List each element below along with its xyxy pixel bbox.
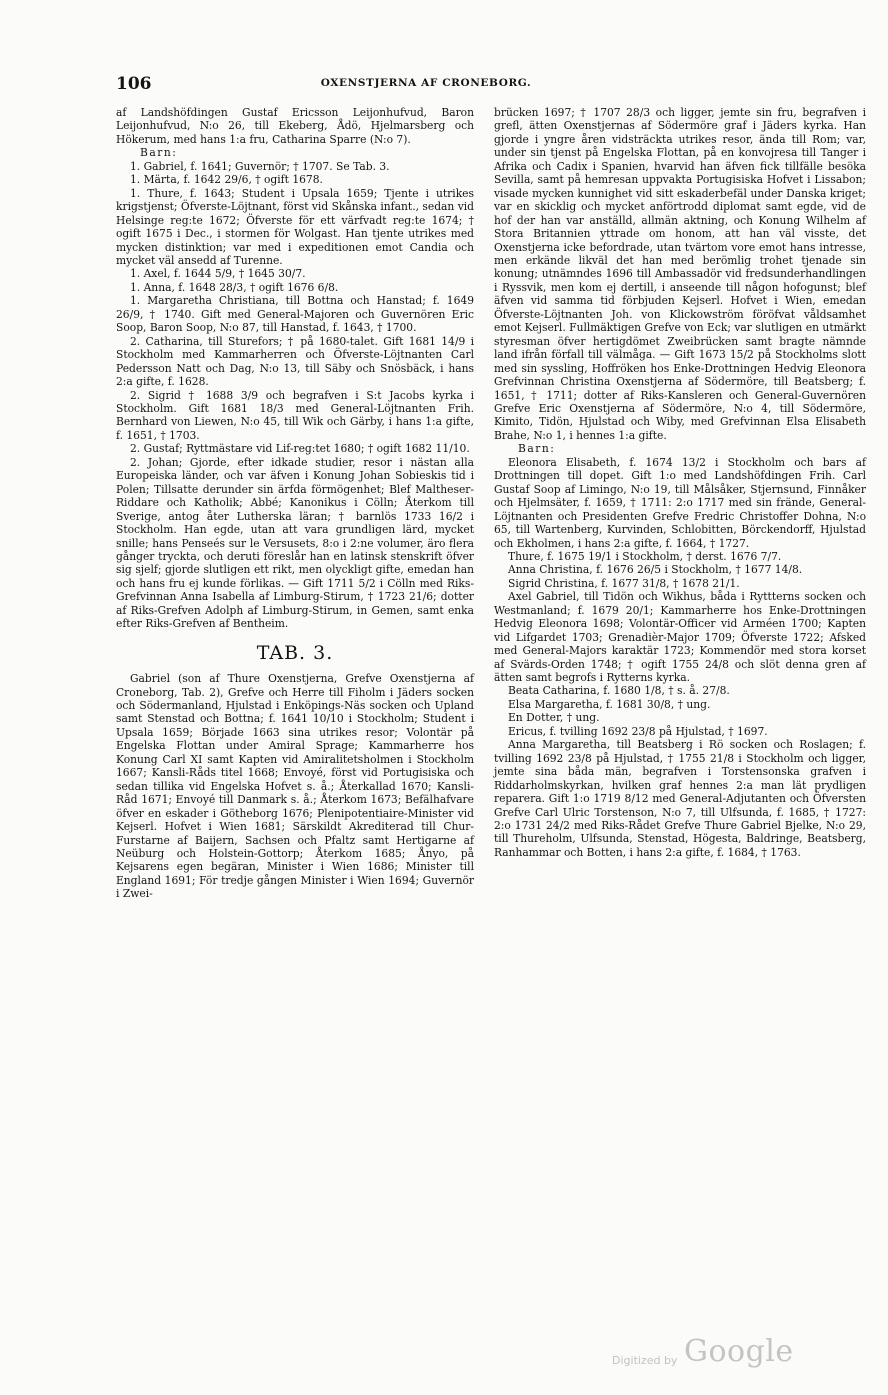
genealogy-entry: 1. Märta, f. 1642 29/6, † ogift 1678. (130, 173, 323, 187)
right-column (494, 106, 866, 859)
google-watermark (612, 1334, 794, 1376)
watermark-caption: Digitized by (612, 1354, 678, 1367)
genealogy-entry: Sigrid Christina, f. 1677 31/8, † 1678 21/1. (508, 576, 740, 590)
left-column (116, 106, 474, 901)
genealogy-entry: En Dotter, † ung. (508, 711, 600, 725)
genealogy-entry: 1. Axel, f. 1644 5/9, † 1645 30/7. (130, 267, 306, 281)
genealogy-entry: Beata Catharina, f. 1680 1/8, † s. å. 27/8. (508, 684, 730, 698)
page-header (116, 74, 796, 96)
running-title: OXENSTJERNA AF CRONEBORG. (320, 77, 532, 89)
children-heading: Barn: (518, 442, 556, 456)
children-heading: Barn: (140, 146, 178, 160)
watermark-logo: Google (684, 1334, 794, 1369)
genealogy-entry: Ericus, f. tvilling 1692 23/8 på Hjulstad, † 1697. (508, 724, 768, 738)
genealogy-entry: 1. Anna, f. 1648 28/3, † ogift 1676 6/8. (130, 280, 339, 294)
genealogy-entry: Anna Christina, f. 1676 26/5 i Stockholm, † 1677 14/8. (508, 563, 803, 577)
section-paragraph: Gabriel (son af Thure Oxenstjerna, Grefve Oxenstjerna af Croneborg, Tab. 2), Grefve och Herre till Fiholm i Jäders socken och Södermanland, Hjulstad i Enköpings-Näs socken och Upland samt Stenstad och Bottna; f. 1641 10/10 i Stockholm; Student i Upsala 1659; Började 1663 sina utrikes resor; Volontär på Engelska Flottan under Amiral Sprage; Kammarherre hos Konung Carl XI samt Kapten vid Amiralitetsholmen i Stockholm 1667; Kansli-Råds titel 1668; Envoyé, först vid Portugisiska och sedan tillika vid Engelska Hofvet s. å.; Återkallad 1670; Kansli-Råd 1671; Envoyé till Danmark s. å.; Återkom 1673; Befälhafvare öfver en eskader i Götheborg 1676; Plenipotentiaire-Minister vid Kejserl. Hofvet i Wien 1681; Särskildt Akrediterad till Chur-Furstarne af Baijern, Sachsen och Pfaltz samt Hertigarne af Neüburg och Holstein-Gottorp; Återkom 1685; Ånyo, på Kejsarens egen begäran, Minister i Wien 1686; Minister till England 1691; För tredje gången Minister i Wien 1694; Guvernör i Zwei- (116, 672, 474, 901)
genealogy-entry: 2. Sigrid † 1688 3/9 och begrafven i S:t Jacobs kyrka i Stockholm. Gift 1681 18/3 med General-Löjtnanten Frih. Bernhard von Liewen, N:o 45, till Wik och Gärby, i hans 1:a gifte, f. 1651, † 1703. (116, 388, 474, 442)
genealogy-entry: 2. Gustaf; Ryttmästare vid Lif-reg:tet 1680; † ogift 1682 11/10. (130, 442, 470, 456)
page-number: 106 (116, 74, 152, 94)
genealogy-entry: 2. Catharina, till Sturefors; † på 1680-talet. Gift 1681 14/9 i Stockholm med Kammarherren och Öfverste-Löjtnanten Carl Pedersson Natt och Dag, N:o 13, till Säby och Snösbäck, i hans 2:a gifte, f. 1628. (116, 334, 474, 389)
genealogy-entry: Thure, f. 1675 19/1 i Stockholm, † derst. 1676 7/7. (508, 549, 782, 563)
genealogy-entry: Elsa Margaretha, f. 1681 30/8, † ung. (508, 697, 711, 711)
genealogy-entry: 1. Margaretha Christiana, till Bottna och Hanstad; f. 1649 26/9, † 1740. Gift med General-Majoren och Guvernören Eric Soop, Baron Soop, N:o 87, till Hanstad, f. 1643, † 1700. (116, 294, 474, 335)
paragraph: af Landshöfdingen Gustaf Ericsson Leijonhufvud, Baron Leijonhufvud, N:o 26, till Ekeberg, Ådö, Hjelmarsberg och Hökerum, med hans 1:a fru, Catharina Sparre (N:o 7). (116, 106, 474, 146)
paragraph: brücken 1697; † 1707 28/3 och ligger, jemte sin fru, begrafven i grefl, ätten Oxenstjernas af Södermöre graf i Jäders kyrka. Han gjorde i yngre åren vidsträckta utrikes resor, ända till Rom; var, under sin tjenst på Engelska Flottan, på en konvojresa till Tanger i Afrika och Cadix i Spanien, hvarvid han äfven fick tillfälle besöka Sevilla, samt på hemresan uppvakta Portugisiska Hofvet i Lissabon; visade mycken kunnighet vid sitt eskaderbefäl under Danska kriget; var en skicklig och mycket anförtrodd diplomat samt egde, vid de hof der han var anställd, allmän aktning, och Konung Wilhelm af Stora Britannien yttrade om honom, att han väl visste, det Oxenstjerna icke befordrade, utan tvärtom vore emot hans intresse, men erkände likväl det han med berömlig trohet tjenade sin konung; utnämndes 1696 till Ambassadör vid fredsunderhandlingen i Ryssvik, men kom ej dertill, i anseende till någon hofogunst; blef äfven vid samma tid förbjuden Kejserl. Hofvet i Wien, emedan Öfverste-Löjtnanten Joh. von Klickowström föröfvat våldsamhet emot Kejserl. Fullmäktigen Grefve von Eck; var slutligen en utmärkt styresman öfver hertigdömet Zweibrücken samt bragte nämnde land ifrån förfall till välmåga. — Gift 1673 15/2 på Stockholms slott med sin syssling, Hoffröken hos Enke-Drottningen Hedvig Eleonora Grefvinnan Christina Oxenstjerna af Södermöre, till Beatsberg; f. 1651, † 1711; dotter af Riks-Kansleren och General-Guvernören Grefve Eric Oxenstjerna af Södermöre, N:o 4, till Södermöre, Kimito, Tidön, Hjulstad och Wiby, med Grefvinnan Elsa Elisabeth Brahe, N:o 1, i hennes 1:a gifte. (494, 106, 866, 442)
genealogy-entry: 1. Gabriel, f. 1641; Guvernör; † 1707. Se Tab. 3. (130, 159, 390, 173)
genealogy-entry: 1. Thure, f. 1643; Student i Upsala 1659; Tjente i utrikes krigstjenst; Öfverste-Löjtnant, först vid Skånska infant., sedan vid Helsinge reg:te 1672; Öfverste för ett värfvadt reg:te 1674; † ogift 1675 i Dec., i stormen för Wolgast. Han tjente utrikes med mycken distinktion; var med i expeditionen emot Candia och mycket väl ansedd af Turenne. (116, 186, 474, 267)
genealogy-entry: Anna Margaretha, till Beatsberg i Rö socken och Roslagen; f. tvilling 1692 23/8 på Hjulstad, † 1755 21/8 i Stockholm och ligger, jemte sina båda män, begrafven i Torstensonska grafven i Riddarholmskyrkan, hvilken graf hennes 2:a man lät prydligen reparera. Gift 1:o 1719 8/12 med General-Adjutanten och Öfversten Grefve Carl Ulric Torstenson, N:o 7, till Ulfsunda, f. 1685, † 1727: 2:o 1731 24/2 med Riks-Rådet Grefve Thure Gabriel Bjelke, N:o 29, till Thureholm, Ulfsunda, Stenstad, Högesta, Baldringe, Beatsberg, Ranhammar och Botten, i hans 2:a gifte, f. 1684, † 1763. (494, 738, 866, 859)
genealogy-entry: Eleonora Elisabeth, f. 1674 13/2 i Stockholm och bars af Drottningen till dopet. Gift 1:o med Landshöfdingen Frih. Carl Gustaf Soop af Limingo, N:o 19, till Målsåker, Stjernsund, Finnåker och Hjelmsäter, f. 1659, † 1711: 2:o 1717 med sin frände, General-Löjtnanten och Presidenten Grefve Fredric Christoffer Dohna, N:o 65, till Wartenberg, Kurvinden, Schlobitten, Börckendorff, Hjulstad och Ekholmen, i hans 2:a gifte, f. 1664, † 1727. (494, 455, 866, 550)
genealogy-entry: 2. Johan; Gjorde, efter idkade studier, resor i nästan alla Europeiska länder, och var äfven i Konung Johan Sobieskis tid i Polen; Tillsatte derunder sin ärfda förmögenhet; Blef Maltheser-Riddare och Katholik; Abbé; Kanonikus i Cölln; Återkom till Sverige, antog åter Lutherska läran; † barnlös 1733 16/2 i Stockholm. Han egde, utan att vara grundligen lärd, mycket snille; hans Penseés sur le Versusets, 8:o i 2:ne volumer, äro flera gånger tryckta, och deruti föreslår han en latinsk stenskrift öfver sig sjelf; gjorde slutligen ett rikt, men olyckligt gifte, emedan han och hans fru ej kunde förlikas. — Gift 1711 5/2 i Cölln med Riks-Grefvinnan Anna Isabella af Limburg-Stirum, † 1723 21/6; dotter af Riks-Grefven Adolph af Limburg-Stirum, in Gemen, samt enka efter Riks-Grefven af Bentheim. (116, 455, 474, 631)
genealogy-entry: Axel Gabriel, till Tidön och Wikhus, båda i Ryttterns socken och Westmanland; f. 1679 20/1; Kammarherre hos Enke-Drottningen Hedvig Eleonora 1698; Volontär-Officer vid Arméen 1700; Kapten vid Lifgardet 1703; Grenadièr-Major 1709; Öfverste 1722; Afsked med General-Majors karaktär 1723; Kommendör med stora korset af Svärds-Orden 1748; † ogift 1755 24/8 och slöt denna gren af ätten samt begrofs i Rytterns kyrka. (494, 590, 866, 685)
section-heading: TAB. 3. (256, 641, 334, 664)
